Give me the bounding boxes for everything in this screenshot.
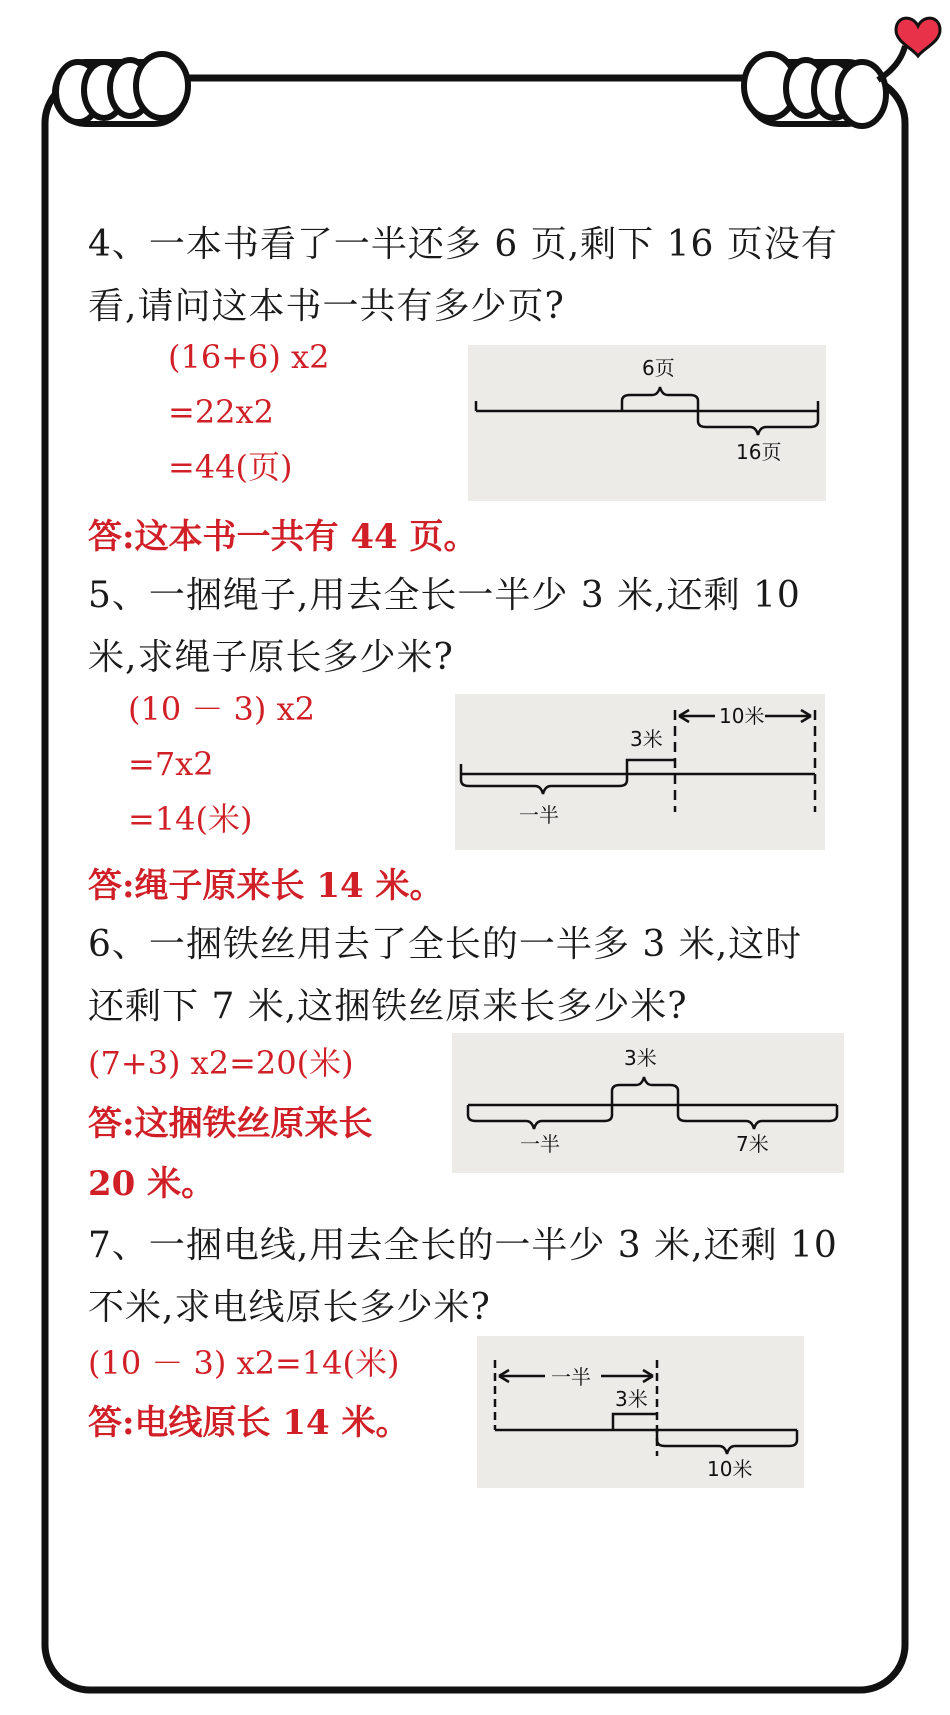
problem-5-question-line1: 5、一捆绳子,用去全长一半少 3 米,还剩 10 bbox=[88, 575, 801, 616]
problem-7-question-line2: 不米,求电线原长多少米? bbox=[88, 1287, 491, 1328]
problem-6-question-line2: 还剩下 7 米,这捆铁丝原来长多少米? bbox=[88, 986, 688, 1027]
problem-4-calc-3: =44(页) bbox=[168, 448, 293, 486]
problem-5-diagram-bottom-label: 一半 bbox=[519, 803, 559, 827]
problem-7-diagram-range-label: 一半 bbox=[551, 1365, 591, 1389]
problem-5-answer: 答:绳子原来长 14 米。 bbox=[88, 866, 444, 906]
problem-6-answer-line1: 答:这捆铁丝原来长 bbox=[88, 1104, 373, 1144]
problem-4-calc-1: (16+6) x2 bbox=[168, 338, 330, 376]
problem-5-diagram bbox=[455, 694, 825, 850]
problem-6-diagram-top-label: 3米 bbox=[624, 1046, 657, 1070]
problem-5-question-line2: 米,求绳子原长多少米? bbox=[88, 637, 454, 678]
problem-4-diagram-bottom-label: 16页 bbox=[736, 440, 782, 464]
problem-6-answer-line2: 20 米。 bbox=[88, 1164, 216, 1204]
problem-6-diagram-bottom-right-label: 7米 bbox=[736, 1132, 769, 1156]
problem-4-question-line1: 4、一本书看了一半还多 6 页,剩下 16 页没有 bbox=[88, 224, 838, 265]
problem-7-diagram-bottom-label: 10米 bbox=[707, 1457, 753, 1481]
left-curl-decoration bbox=[55, 54, 188, 124]
problem-7-answer: 答:电线原长 14 米。 bbox=[88, 1403, 410, 1443]
problem-5-diagram-range-label: 10米 bbox=[719, 704, 765, 728]
problem-5-calc-2: =7x2 bbox=[128, 745, 214, 783]
right-curl-decoration bbox=[744, 46, 905, 126]
problem-6-calc-1: (7+3) x2=20(米) bbox=[88, 1044, 354, 1082]
problem-4-answer: 答:这本书一共有 44 页。 bbox=[88, 517, 478, 557]
problem-7-diagram-small-label: 3米 bbox=[615, 1387, 648, 1411]
problem-4-calc-2: =22x2 bbox=[168, 393, 274, 431]
problem-6-diagram-bottom-left-label: 一半 bbox=[520, 1132, 560, 1156]
problem-6-diagram bbox=[452, 1033, 844, 1173]
problem-7-diagram bbox=[477, 1336, 804, 1488]
problem-4-question-line2: 看,请问这本书一共有多少页? bbox=[88, 286, 565, 327]
problem-5-diagram-small-label: 3米 bbox=[630, 727, 663, 751]
problem-7-question-line1: 7、一捆电线,用去全长的一半少 3 米,还剩 10 bbox=[88, 1225, 838, 1266]
problem-4-diagram-top-label: 6页 bbox=[642, 356, 675, 380]
problem-4-diagram bbox=[468, 345, 826, 501]
problem-5-calc-3: =14(米) bbox=[128, 800, 253, 838]
problem-7-calc-1: (10 － 3) x2=14(米) bbox=[88, 1344, 400, 1382]
problem-6-question-line1: 6、一捆铁丝用去了全长的一半多 3 米,这时 bbox=[88, 924, 803, 965]
problem-5-calc-1: (10 － 3) x2 bbox=[128, 690, 315, 728]
